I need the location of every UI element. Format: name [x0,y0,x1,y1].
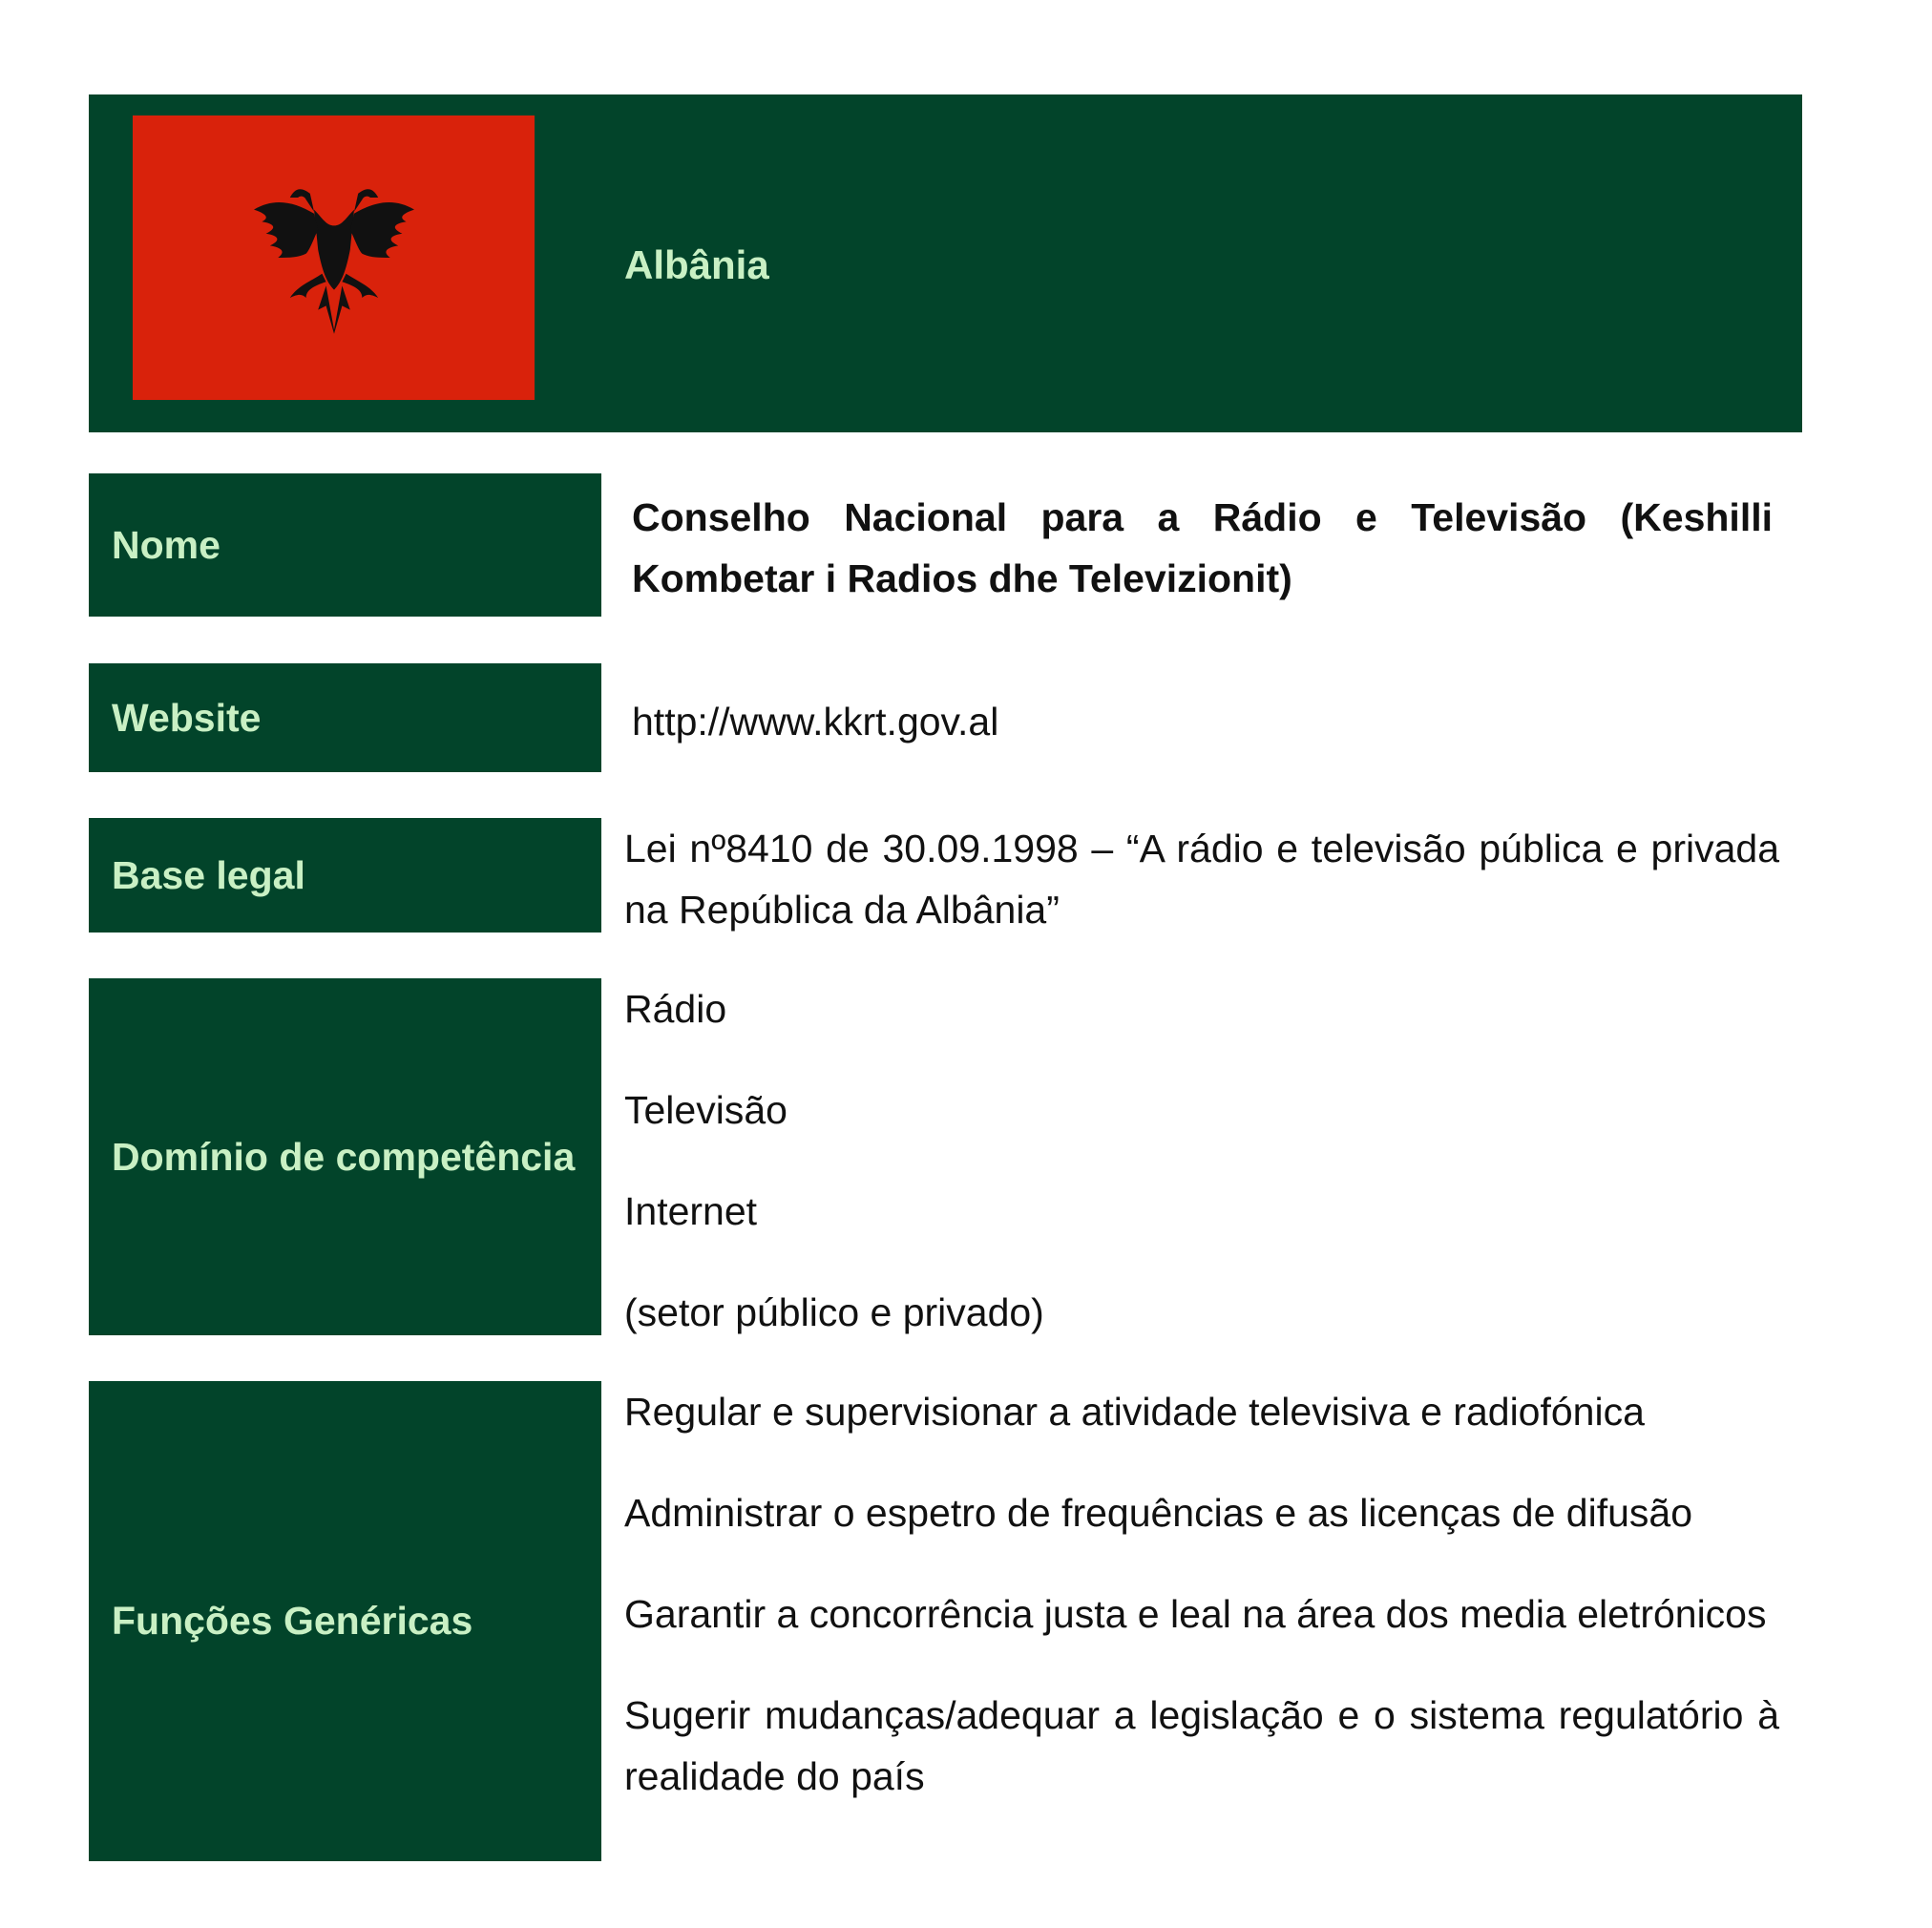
label-nome: Nome [89,473,601,617]
value-dominio [624,978,1779,1343]
list-item: Internet [624,1189,758,1233]
list-item: Administrar o espetro de frequências e as licenças de difusão [624,1491,1693,1535]
double-headed-eagle-icon [234,157,434,358]
value-base-legal: Lei nº8410 de 30.09.1998 – “A rádio e televisão pública e privada na República da Albânia” [624,827,1779,932]
list-item: Regular e supervisionar a atividade televisiva e radiofónica [624,1390,1645,1434]
list-item: (setor público e privado) [624,1290,1044,1334]
list-item: Garantir a concorrência justa e leal na área dos media eletrónicos [624,1592,1767,1636]
list-item: Televisão [624,1088,788,1132]
country-name: Albânia [624,242,769,287]
label-funcoes: Funções Genéricas [89,1381,601,1861]
list-item: Sugerir mudanças/adequar a legislação e o sistema regulatório à realidade do país [624,1693,1779,1798]
country-header [89,94,1802,432]
value-funcoes [624,1381,1779,1807]
label-dominio: Domínio de competência [89,978,601,1335]
website-link[interactable]: http://www.kkrt.gov.al [632,700,999,744]
albania-flag-icon [133,115,535,400]
list-item: Rádio [624,987,727,1031]
label-website: Website [89,663,601,772]
label-base-legal: Base legal [89,818,601,933]
value-nome: Conselho Nacional para a Rádio e Televisão (Keshilli Kombetar i Radios dhe Televizionit) [632,495,1773,600]
